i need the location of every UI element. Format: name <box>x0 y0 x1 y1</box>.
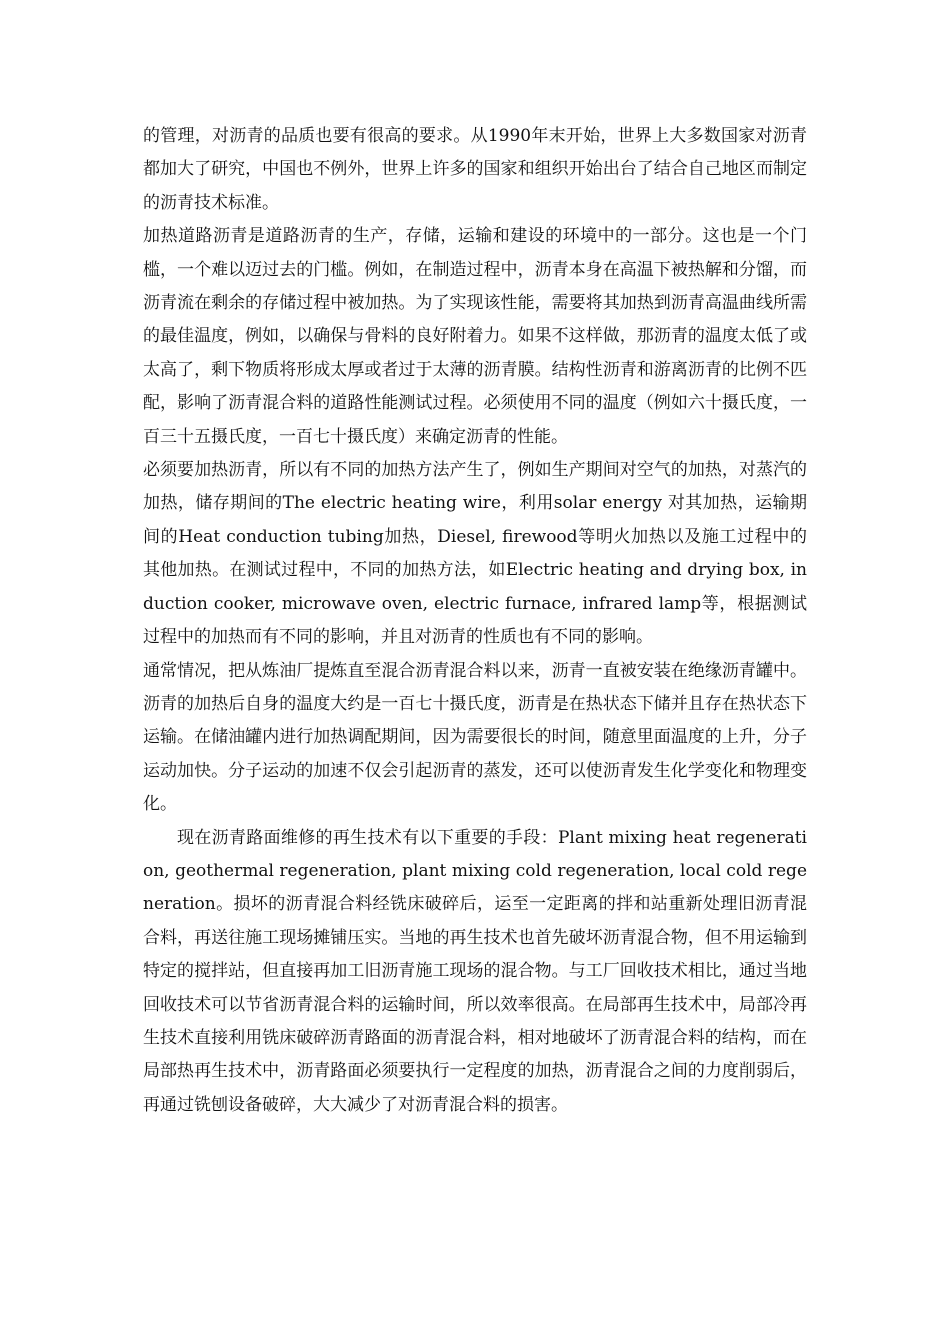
paragraph-heating-road-asphalt: 加热道路沥青是道路沥青的生产，存储，运输和建设的环境中的一部分。这也是一个门槛，一个难以迈过去的门槛。例如，在制造过程中，沥青本身在高温下被热解和分馏，而沥青流在剩余的存储过程中被加热。为了实现该性能，需要将其加热到沥青高温曲线所需的最佳温度，例如，以确保与骨料的良好附着力。如果不这样做，那沥青的温度太低了或太高了，剩下物质将形成太厚或者过于太薄的沥青膜。结构性沥青和游离沥青的比例不匹配，影响了沥青混合料的道路性能测试过程。必须使用不同的温度（例如六十摄氏度，一百三十五摄氏度，一百七十摄氏度）来确定沥青的性能。 <box>143 226 807 447</box>
paragraph-storage-transport: 通常情况，把从炼油厂提炼直至混合沥青混合料以来，沥青一直被安装在绝缘沥青罐中。沥青的加热后自身的温度大约是一百七十摄氏度，沥青是在热状态下储并且存在热状态下运输。在储油罐内进行加热调配期间，因为需要很长的时间，随意里面温度的上升，分子运动加快。分子运动的加速不仅会引起沥青的蒸发，还可以使沥青发生化学变化和物理变化。 <box>143 660 807 815</box>
paragraph-heating-methods: 必须要加热沥青，所以有不同的加热方法产生了，例如生产期间对空气的加热，对蒸汽的加热，储存期间的The electric heating wire，利用solar energy 对其加热，运输期间的Heat conduction tubing加热，Diesel, firewood等明火加热以及施工过程中的其他加热。在测试过程中，不同的加热方法，如Electric heating and drying box, induction cooker, microwave oven, electric furnace, infrared lamp等，根据测试过程中的加热而有不同的影响，并且对沥青的性质也有不同的影响。 <box>143 460 807 648</box>
body-text <box>143 120 807 1122</box>
paragraph-management: 的管理，对沥青的品质也要有很高的要求。从1990年末开始，世界上大多数国家对沥青都加大了研究，中国也不例外，世界上许多的国家和组织开始出台了结合自己地区而制定的沥青技术标准。 <box>143 126 807 213</box>
paragraph-regeneration: 现在沥青路面维修的再生技术有以下重要的手段：Plant mixing heat regeneration, geothermal regeneration, plant mixing cold regeneration, local cold regeneration。损坏的沥青混合料经铣床破碎后，运至一定距离的拌和站重新处理旧沥青混合料，再送往施工现场摊铺压实。当地的再生技术也首先破坏沥青混合物，但不用运输到特定的搅拌站，但直接再加工旧沥青施工现场的混合物。与工厂回收技术相比，通过当地回收技术可以节省沥青混合料的运输时间，所以效率很高。在局部再生技术中，局部冷再生技术直接利用铣床破碎沥青路面的沥青混合料，相对地破坏了沥青混合料的结构，而在局部热再生技术中，沥青路面必须要执行一定程度的加热，沥青混合之间的力度削弱后，再通过铣刨设备破碎，大大减少了对沥青混合料的损害。 <box>143 827 807 1115</box>
